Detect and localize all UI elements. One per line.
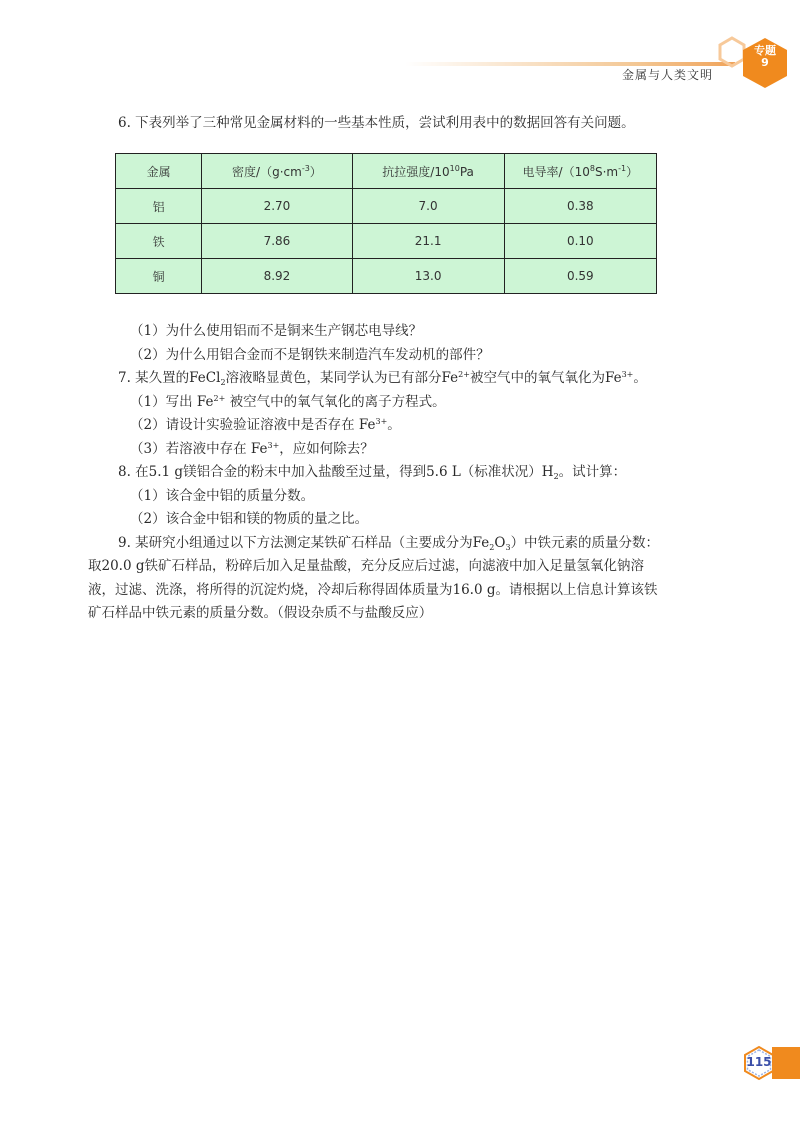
question-9-line2: 取20.0 g铁矿石样品，粉碎后加入足量盐酸，充分反应后过滤，向滤液中加入足量氢氧化钠溶 [88,558,644,574]
questions-body [88,320,718,626]
header-metal: 金属 [116,154,202,189]
cell-metal: 铁 [116,224,202,259]
metal-properties-table [115,153,657,294]
cell-conductivity: 0.38 [504,189,656,224]
question-6-sub1: （1）为什么使用铝而不是铜来生产钢芯电导线？ [130,323,423,339]
cell-strength: 21.1 [352,224,504,259]
cell-density: 2.70 [202,189,352,224]
question-7-sub1: （1）写出 $Fe^{2+}$ 被空气中的氧气氧化的离子方程式。 [130,393,446,410]
chapter-badge-label: 专题 [754,44,776,57]
question-6-sub2: （2）为什么用铝合金而不是钢铁来制造汽车发动机的部件？ [130,346,490,363]
chapter-title: 金属与人类文明 [622,68,714,82]
cell-conductivity: 0.10 [504,224,656,259]
question-8-sub2: （2）该合金中铝和镁的物质的量之比。 [130,511,369,527]
cell-metal: 铜 [116,259,202,294]
table-row [116,259,657,294]
question-8-stem: 8. 在5.1 g镁铝合金的粉末中加入盐酸至过量，得到5.6 L（标准状况）$H_2$。试计算： [118,464,627,481]
cell-density: 8.92 [202,259,352,294]
question-9-stem: 9. 某研究小组通过以下方法测定某铁矿石样品（主要成分为$Fe_2O_3$）中铁元素的质量分数： [118,534,660,552]
chapter-badge [744,45,786,69]
page-number: 115 [746,1055,772,1069]
cell-strength: 13.0 [352,259,504,294]
cell-conductivity: 0.59 [504,259,656,294]
header-density: 密度$/(g\cdot cm^{-3})$ [202,154,352,189]
cell-strength: 7.0 [352,189,504,224]
table-row [116,189,657,224]
question-7-stem: 7. 某久置的FeCl$_2$溶液略显黄色，某同学认为已有部分$Fe^{2+}$被空气中的氧气氧化为$Fe^{3+}$。 [118,370,647,387]
table-row [116,224,657,259]
header-conductivity: 电导率$/(10^8S\cdot m^{-1})$ [504,154,656,189]
question-8-sub1: （1）该合金中铝的质量分数。 [130,487,315,504]
question-6-intro: 6. 下表列举了三种常见金属材料的一些基本性质，尝试利用表中的数据回答有关问题。 [118,115,635,131]
chapter-badge-number: 9 [761,56,769,69]
question-7-sub2: （2）请设计实验验证溶液中是否存在 $Fe^{3+}$。 [130,417,401,433]
table-header-row [116,154,657,189]
question-7-sub3: （3）若溶液中存在 $Fe^{3+}$，应如何除去？ [130,440,374,457]
header-tensile-strength: 抗拉强度$/10^{10}Pa$ [352,154,504,189]
question-9-line3: 液，过滤、洗涤，将所得的沉淀灼烧，冷却后称得固体质量为16.0 g。请根据以上信息计算该铁 [88,581,658,598]
cell-metal: 铝 [116,189,202,224]
cell-density: 7.86 [202,224,352,259]
question-6 [88,112,708,152]
question-9-line4: 矿石样品中铁元素的质量分数。（假设杂质不与盐酸反应） [88,605,433,621]
